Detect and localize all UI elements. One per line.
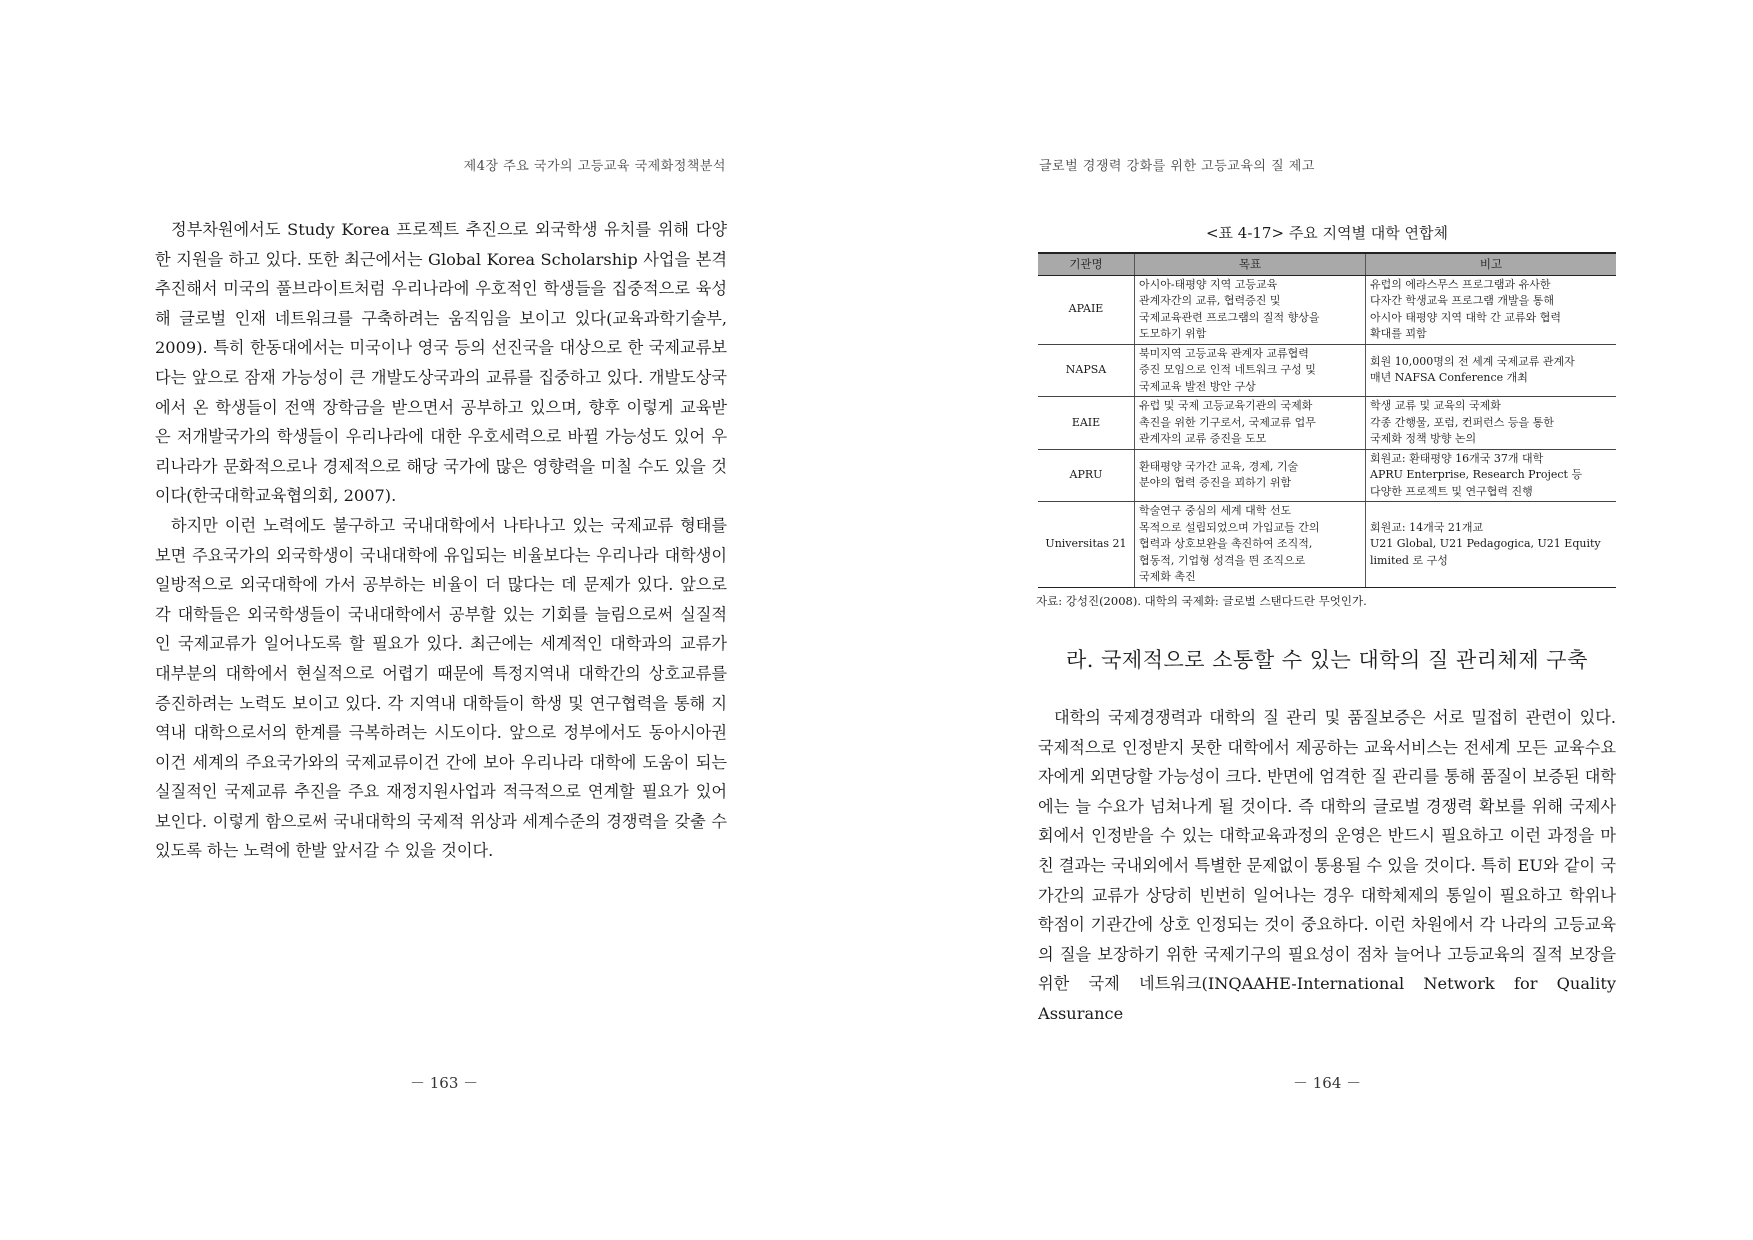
cell-line: 회원교: 14개국 21개교 — [1370, 520, 1484, 534]
left-page-number: － 163 － — [410, 1074, 479, 1092]
table-header-name: 기관명 — [1038, 253, 1135, 275]
cell-name: EAIE — [1038, 397, 1135, 450]
cell-line: 국제화 정책 방향 논의 — [1370, 432, 1477, 445]
cell-note — [1366, 449, 1617, 502]
cell-line: 아시아 태평양 지역 대학 간 교류와 협력 — [1370, 310, 1561, 324]
table-header-note: 비고 — [1366, 253, 1617, 275]
cell-line: 도모하기 위함 — [1139, 327, 1207, 340]
cell-line: 회원 10,000명의 전 세계 국제교류 관계자 — [1370, 354, 1575, 368]
cell-line: 북미지역 고등교육 관계자 교류협력 — [1139, 346, 1309, 360]
cell-line: 국제교육 발전 방안 구상 — [1139, 379, 1256, 393]
cell-line: 회원교: 환태평양 16개국 37개 대학 — [1370, 451, 1544, 465]
cell-line: 학생 교류 및 교육의 국제화 — [1370, 399, 1501, 412]
cell-name: NAPSA — [1038, 344, 1135, 397]
cell-line: 아시아-태평양 지역 고등교육 — [1139, 277, 1278, 291]
right-page — [876, 0, 1753, 1240]
cell-line: U21 Global, U21 Pedagogica, U21 Equity — [1370, 537, 1601, 550]
cell-line: 각종 간행물, 포럼, 컨퍼런스 등을 통한 — [1370, 415, 1554, 429]
cell-line: 목적으로 설립되었으며 가입교들 간의 — [1139, 520, 1320, 534]
left-body-text — [155, 215, 727, 866]
cell-line: 다양한 프로젝트 및 연구협력 진행 — [1370, 484, 1533, 498]
table-row — [1038, 502, 1616, 588]
table-header-row — [1038, 253, 1616, 275]
table-row — [1038, 449, 1616, 502]
cell-note — [1366, 397, 1617, 450]
table-header-goal: 목표 — [1135, 253, 1366, 275]
table-row — [1038, 397, 1616, 450]
cell-line: 관계자간의 교류, 협력증진 및 — [1139, 294, 1281, 307]
cell-name: APRU — [1038, 449, 1135, 502]
table-source-note: 자료: 강성진(2008). 대학의 국제화: 글로벌 스탠다드란 무엇인가. — [1036, 594, 1367, 608]
cell-line: 확대를 꾀함 — [1370, 327, 1427, 340]
left-paragraph-1: 정부차원에서도 Study Korea 프로젝트 추진으로 외국학생 유치를 위해 다양한 지원을 하고 있다. 또한 최근에서는 Global Korea Scholarship 사업을 본격 추진해서 미국의 풀브라이트처럼 우리나라에 우호적인 학생들을 집중적으로 육성해 글로벌 인재 네트워크를 구축하려는 움직임을 보이고 있다(교육과학기술부, 2009). 특히 한동대에서는 미국이나 영국 등의 선진국을 대상으로 한 국제교류보다는 앞으로 잠재 가능성이 큰 개발도상국과의 교류를 집중하고 있다. 개발도상국에서 온 학생들이 전액 장학금을 받으면서 공부하고 있으며, 향후 이렇게 교육받은 저개발국가의 학생들이 우리나라에 대한 우호세력으로 바뀔 가능성도 있어 우리나라가 문화적으로나 경제적으로 해당 국가에 많은 영향력을 미칠 수도 있을 것이다(한국대학교육협의회, 2007). — [155, 220, 727, 506]
cell-line: limited 로 구성 — [1370, 553, 1448, 567]
cell-goal — [1135, 502, 1366, 588]
cell-name: Universitas 21 — [1038, 502, 1135, 588]
cell-goal — [1135, 397, 1366, 450]
cell-line: APRU Enterprise, Research Project 등 — [1370, 468, 1583, 481]
cell-line: 국제화 촉진 — [1139, 570, 1196, 583]
section-heading: 라. 국제적으로 소통할 수 있는 대학의 질 관리체제 구축 — [1066, 648, 1588, 672]
cell-line: 협력과 상호보완을 촉진하여 조직적, — [1139, 537, 1313, 550]
cell-line: 환태평양 국가간 교육, 경제, 기술 — [1139, 459, 1299, 473]
left-paragraph-2: 하지만 이런 노력에도 불구하고 국내대학에서 나타나고 있는 국제교류 형태를 보면 주요국가의 외국학생이 국내대학에 유입되는 비율보다는 우리나라 대학생이 일방적으로 외국대학에 가서 공부하는 비율이 더 많다는 데 문제가 있다. 앞으로 각 대학들은 외국학생들이 국내대학에서 공부할 있는 기회를 늘림으로써 실질적인 국제교류가 일어나도록 할 필요가 있다. 최근에는 세계적인 대학과의 교류가 대부분의 대학에서 현실적으로 어렵기 때문에 특정지역내 대학간의 상호교류를 증진하려는 노력도 보이고 있다. 각 지역내 대학들이 학생 및 연구협력을 통해 지역내 대학으로서의 한계를 극복하려는 시도이다. 앞으로 정부에서도 동아시아권이건 세계의 주요국가와의 국제교류이건 간에 보아 우리나라 대학에 도움이 되는 실질적인 국제교류 추진을 주요 재정지원사업과 적극적으로 연계할 필요가 있어 보인다. 이렇게 함으로써 국내대학의 국제적 위상과 세계수준의 경쟁력을 갖출 수 있도록 하는 노력에 한발 앞서갈 수 있을 것이다. — [155, 515, 727, 861]
cell-goal — [1135, 275, 1366, 344]
cell-line: 다자간 학생교육 프로그램 개발을 통해 — [1370, 294, 1555, 307]
right-running-head: 글로벌 경쟁력 강화를 위한 고등교육의 질 제고 — [1039, 159, 1315, 174]
cell-line: 증진 모임으로 인적 네트워크 구성 및 — [1139, 363, 1316, 376]
cell-line: 유럽 및 국제 고등교육기관의 국제화 — [1139, 399, 1313, 412]
cell-line: 촉진을 위한 기구로서, 국제교류 업무 — [1139, 415, 1316, 429]
cell-note — [1366, 502, 1617, 588]
cell-goal — [1135, 449, 1366, 502]
right-paragraph-1: 대학의 국제경쟁력과 대학의 질 관리 및 품질보증은 서로 밀접히 관련이 있다. 국제적으로 인정받지 못한 대학에서 제공하는 교육서비스는 전세계 모든 교육수요자에게 외면당할 가능성이 크다. 반면에 엄격한 질 관리를 통해 품질이 보증된 대학에는 늘 수요가 넘쳐나게 될 것이다. 즉 대학의 글로벌 경쟁력 확보를 위해 국제사회에서 인정받을 수 있는 대학교육과정의 운영은 반드시 필요하고 이런 과정을 마친 결과는 국내외에서 특별한 문제없이 통용될 수 있을 것이다. 특히 EU와 같이 국가간의 교류가 상당히 빈번히 일어나는 경우 대학체제의 통일이 필요하고 학위나 학점이 기관간에 상호 인정되는 것이 중요하다. 이런 차원에서 각 나라의 고등교육의 질을 보장하기 위한 국제기구의 필요성이 점차 늘어나 고등교육의 질적 보장을 위한 국제 네트워크(INQAAHE-International Network for Quality Assurance — [1038, 708, 1616, 1023]
cell-line: 분야의 협력 증진을 꾀하기 위함 — [1139, 476, 1292, 490]
cell-line: 국제교육관련 프로그램의 질적 향상을 — [1139, 310, 1320, 324]
cell-line: 학술연구 중심의 세계 대학 선도 — [1139, 504, 1292, 517]
right-body-text — [1038, 703, 1616, 1029]
cell-name: APAIE — [1038, 275, 1135, 344]
cell-note — [1366, 344, 1617, 397]
cell-line: 매년 NAFSA Conference 개최 — [1370, 371, 1528, 385]
right-page-number: － 164 － — [1293, 1074, 1362, 1092]
cell-note — [1366, 275, 1617, 344]
left-running-head: 제4장 주요 국가의 고등교육 국제화정책분석 — [463, 159, 726, 174]
university-association-table — [1038, 252, 1616, 588]
table-title: <표 4-17> 주요 지역별 대학 연합체 — [1205, 224, 1449, 242]
table-row — [1038, 275, 1616, 344]
cell-goal — [1135, 344, 1366, 397]
cell-line: 유럽의 에라스무스 프로그램과 유사한 — [1370, 277, 1551, 291]
left-page — [0, 0, 876, 1240]
table-row — [1038, 344, 1616, 397]
cell-line: 협동적, 기업형 성격을 띈 조직으로 — [1139, 553, 1306, 567]
cell-line: 관계자의 교류 증진을 도모 — [1139, 432, 1267, 445]
